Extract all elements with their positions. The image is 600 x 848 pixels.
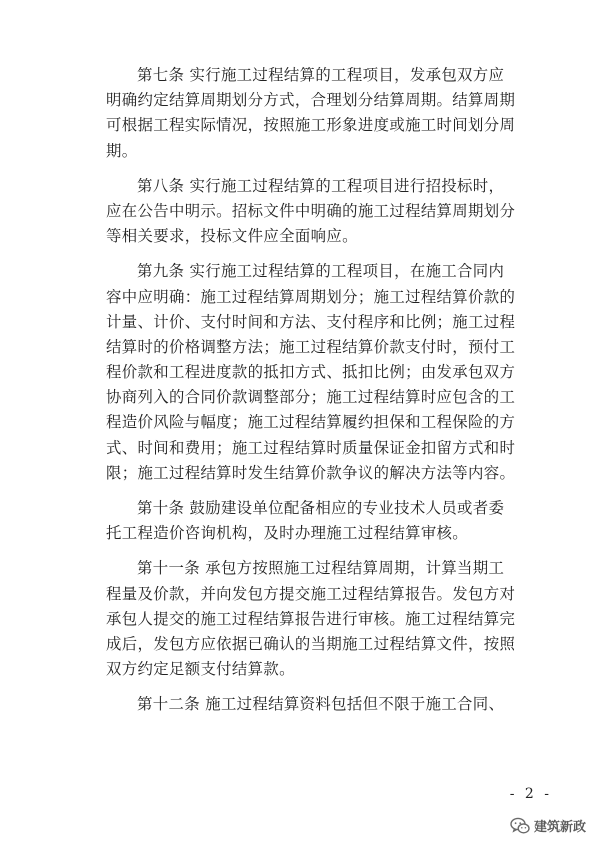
text-line: 结算时的价格调整方法；施工过程结算价款支付时，预付工 — [106, 337, 516, 356]
text-line: 托工程造价咨询机构，及时办理施工过程结算审核。 — [106, 524, 469, 543]
text-line: 限；施工过程结算时发生结算价款争议的解决方法等内容。 — [106, 463, 516, 482]
text-line: 应在公告中明示。招标文件中明确的施工过程结算周期划分 — [106, 201, 516, 220]
text-line: 式、时间和费用；施工过程结算时质量保证金扣留方式和时 — [106, 438, 516, 457]
text-line: 期。 — [106, 141, 138, 160]
text-line: 双方约定足额支付结算款。 — [106, 660, 295, 679]
text-line: 明确约定结算周期划分方式，合理划分结算周期。结算周期 — [106, 91, 516, 110]
page-number: - 2 - — [509, 786, 552, 802]
document-body — [106, 63, 526, 728]
text-line: 承包人提交的施工过程结算报告进行审核。施工过程结算完 — [106, 609, 516, 628]
text-line: 程造价风险与幅度；施工过程结算履约担保和工程保险的方 — [106, 413, 516, 432]
text-line: 第九条 实行施工过程结算的工程项目，在施工合同内 — [137, 262, 505, 281]
article-paragraph — [106, 556, 526, 682]
text-line: 第十条 鼓励建设单位配备相应的专业技术人员或者委 — [137, 499, 505, 517]
text-line: 程价款和工程进度款的抵扣方式、抵扣比例；由发承包双方 — [106, 363, 516, 382]
text-line: 计量、计价、支付时间和方法、支付程序和比例；施工过程 — [106, 312, 516, 331]
text-line: 成后，发包方应依据已确认的当期施工过程结算文件，按照 — [106, 634, 516, 653]
article-paragraph — [106, 174, 526, 250]
text-line: 第十二条 施工过程结算资料包括但不限于施工合同、 — [137, 695, 505, 714]
article-paragraph — [106, 496, 526, 546]
text-line: 第八条 实行施工过程结算的工程项目进行招投标时， — [137, 176, 505, 195]
wechat-icon — [510, 817, 530, 835]
text-line: 程量及价款，并向发包方提交施工过程结算报告。发包方对 — [106, 584, 516, 603]
text-line: 协商列入的合同价款调整部分；施工过程结算时应包含的工 — [106, 388, 516, 407]
watermark — [510, 816, 586, 835]
text-line: 第七条 实行施工过程结算的工程项目，发承包双方应 — [137, 66, 505, 84]
text-line: 容中应明确：施工过程结算周期划分；施工过程结算价款的 — [106, 287, 516, 306]
text-line: 等相关要求，投标文件应全面响应。 — [106, 227, 358, 246]
watermark-text: 建筑新政 — [533, 820, 586, 835]
article-paragraph — [106, 692, 526, 717]
article-paragraph — [106, 259, 526, 486]
text-line: 第十一条 承包方按照施工过程结算周期，计算当期工 — [137, 559, 505, 578]
article-paragraph — [106, 63, 526, 164]
text-line: 可根据工程实际情况，按照施工形象进度或施工时间划分周 — [106, 116, 516, 135]
